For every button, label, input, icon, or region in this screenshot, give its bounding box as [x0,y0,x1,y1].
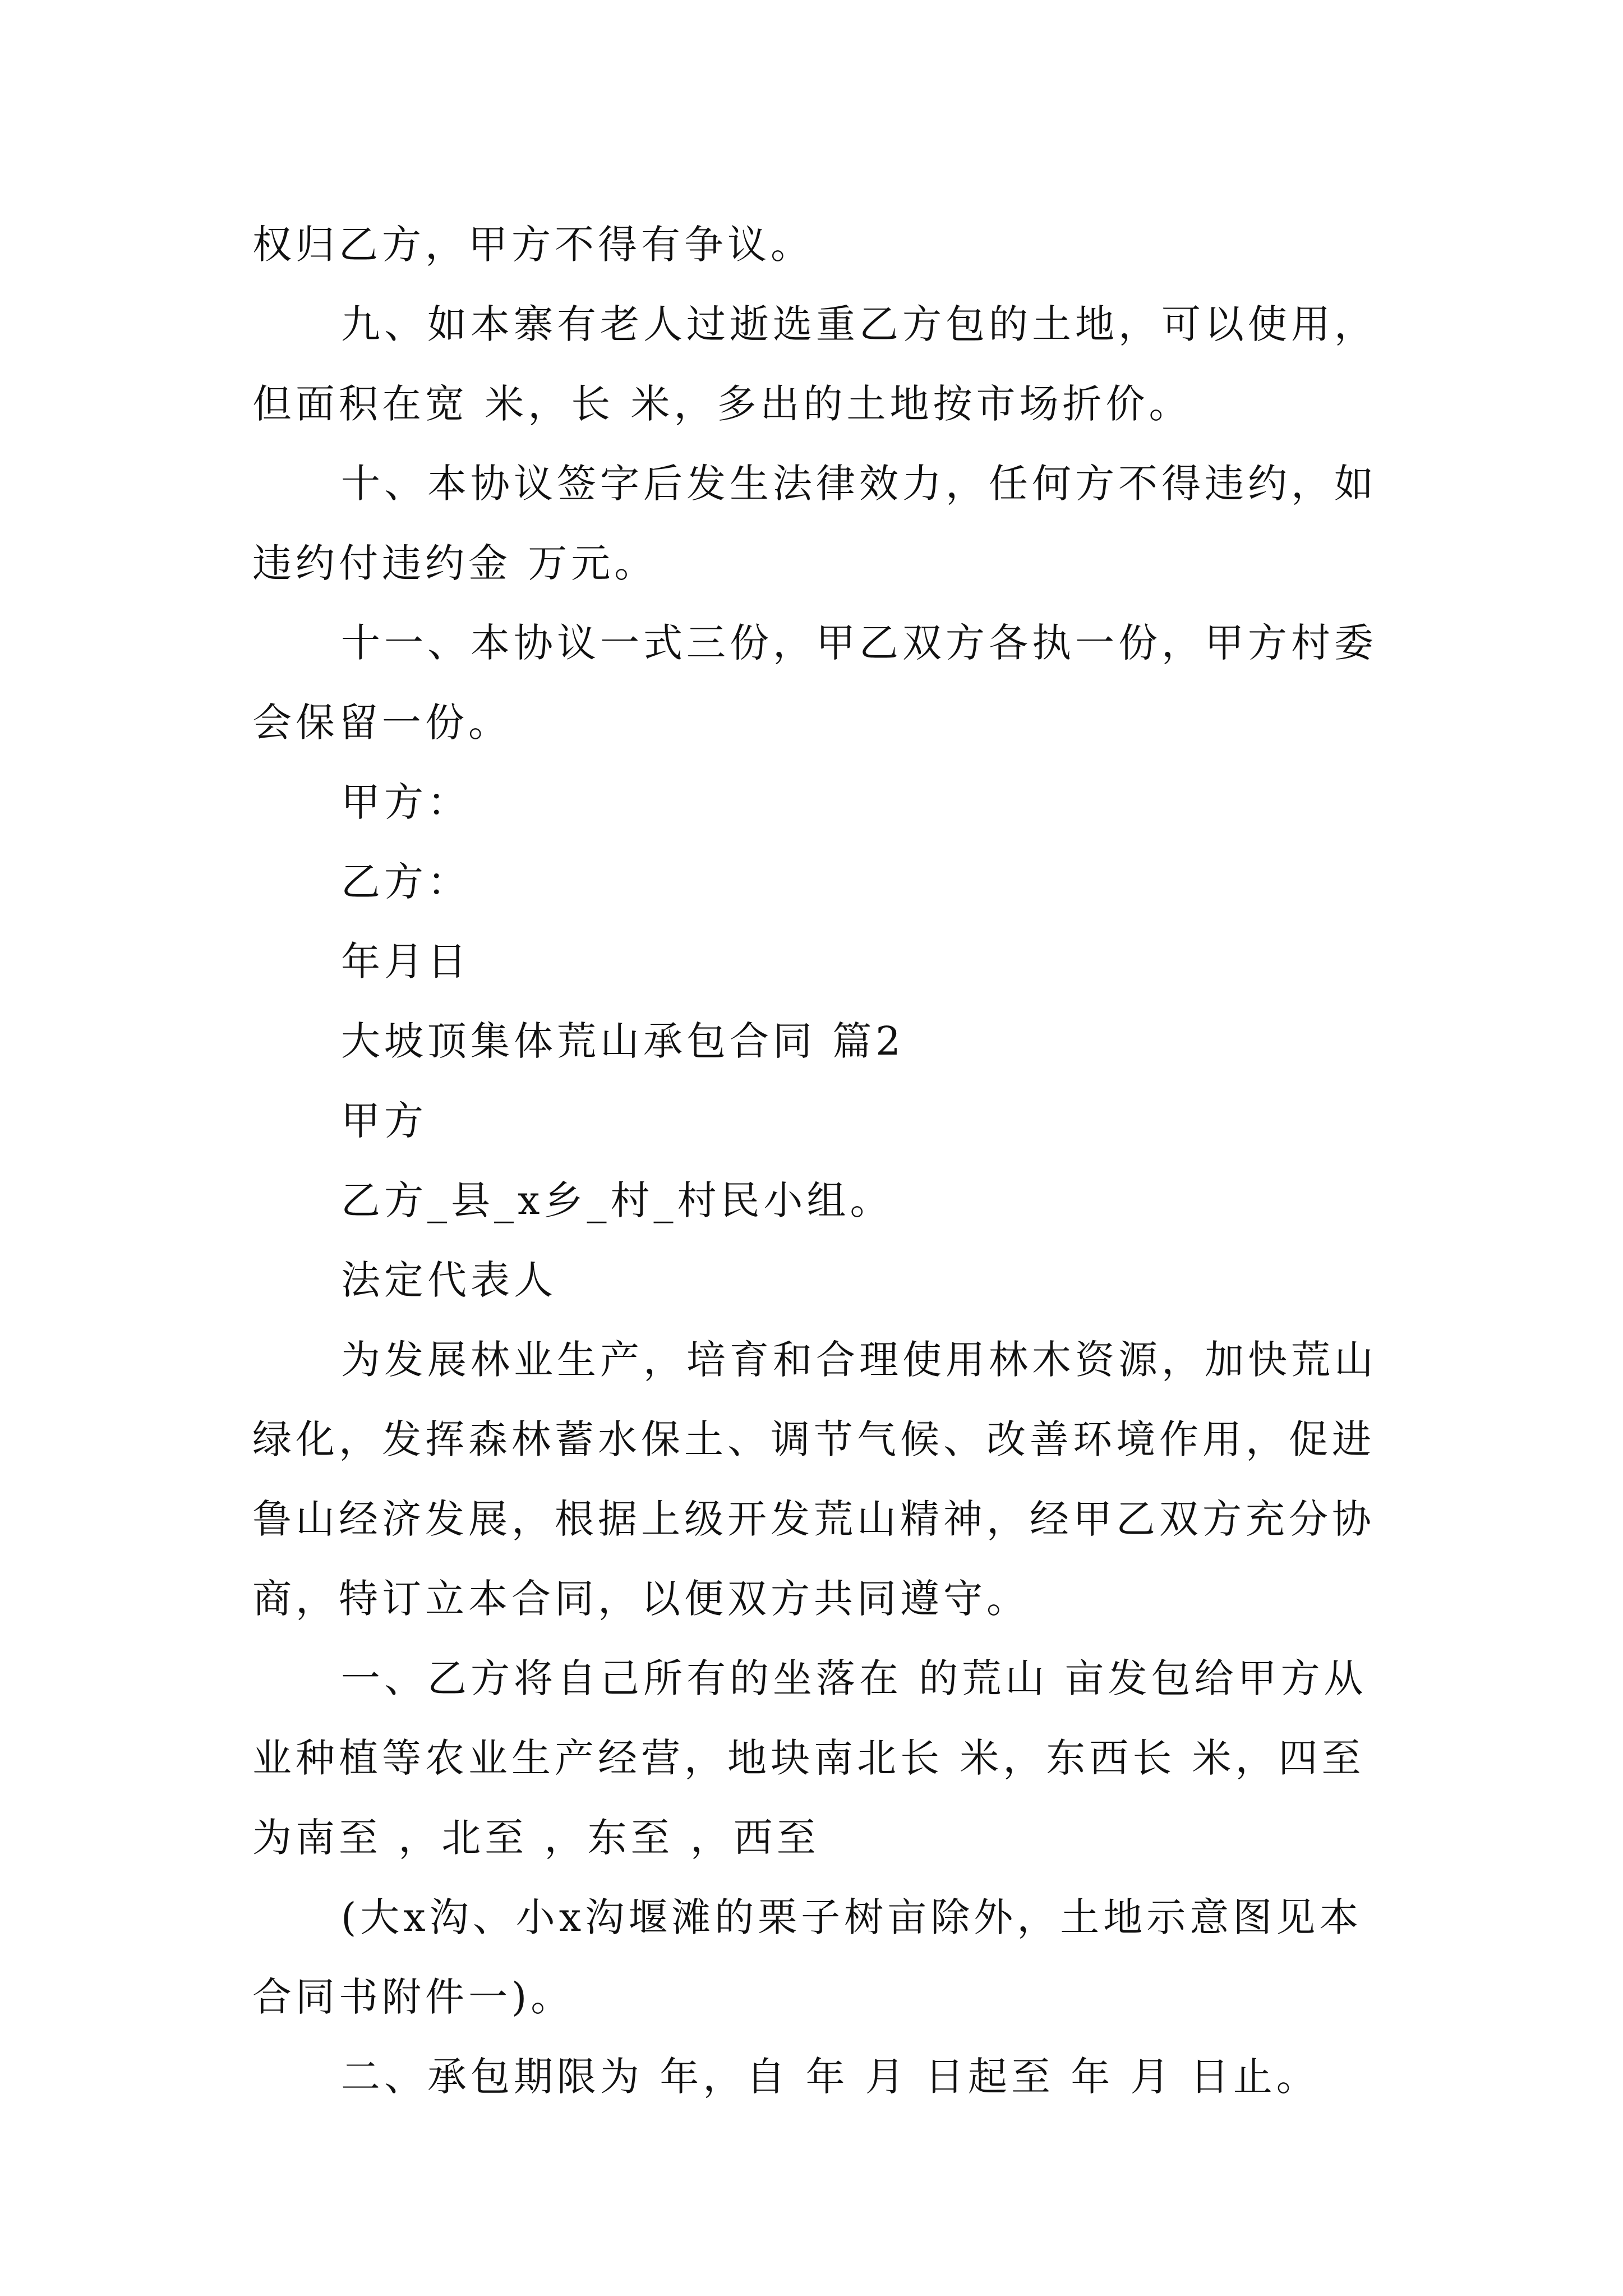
contract-2-clause-2: 二、承包期限为 年，自 年 月 日起至 年 月 日止。 [341,2054,1320,2100]
contract-2-title: 大坡顶集体荒山承包合同 篇2 [341,1018,905,1064]
paragraph-clause-10: 十、本协议签字后发生法律效力，任何方不得违约，如违约付违约金 万元。 [252,461,1377,586]
contract-2-clause-1-note: (大x沟、小x沟堰滩的栗子树亩除外，土地示意图见本合同书附件一)。 [252,1894,1363,2020]
signature-party-a: 甲方： [341,779,471,825]
contract-2-clause-1: 一、乙方将自己所有的坐落在 的荒山 亩发包给甲方从业种植等农业生产经营，地块南北长 米，东西长 米，四至为南至 ，北至 ，东至 ，西至 [252,1655,1367,1861]
contract-2-preamble: 为发展林业生产，培育和合理使用林木资源，加快荒山绿化，发挥森林蓄水保土、调节气候、改善环境作用，促进鲁山经济发展，根据上级开发荒山精神，经甲乙双方充分协商，特订立本合同，以便双方共同遵守。 [252,1337,1377,1622]
contract-2-party-b: 乙方_县_x乡_村_村民小组。 [341,1177,893,1223]
contract-2-legal-rep: 法定代表人 [341,1257,557,1303]
paragraph-clause-9: 九、如本寨有老人过逝选重乙方包的土地，可以使用，但面积在宽 米，长 米，多出的土地按市场折价。 [252,301,1377,427]
signature-date: 年月日 [341,938,471,984]
contract-2-party-a: 甲方 [341,1098,427,1144]
paragraph-1: 权归乙方，甲方不得有争议。 [252,222,814,268]
paragraph-clause-11: 十一、本协议一式三份，甲乙双方各执一份，甲方村委会保留一份。 [252,620,1377,746]
document-body [252,205,1402,2116]
signature-party-b: 乙方： [341,859,471,905]
